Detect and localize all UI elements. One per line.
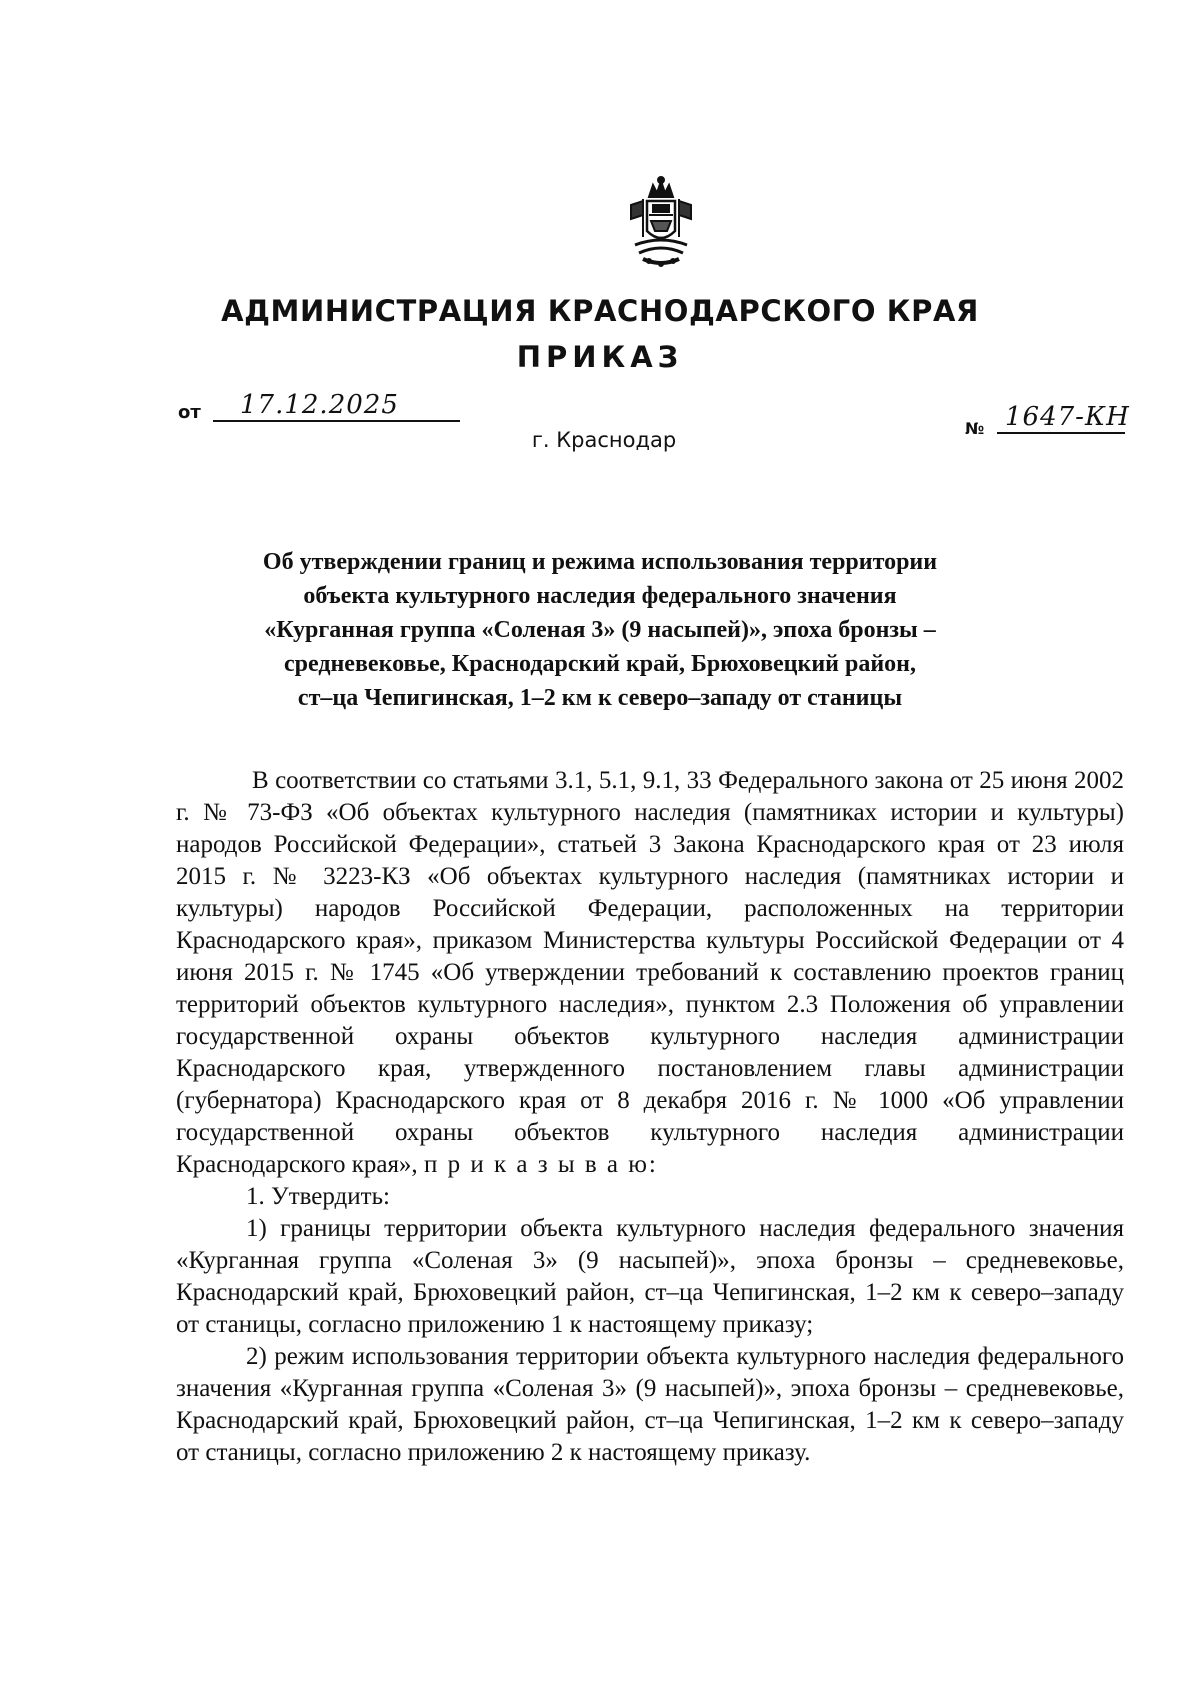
title-line: ст–ца Чепигинская, 1–2 км к северо–западу от станицы <box>297 685 903 711</box>
title-line: объекта культурного наследия федерального значения <box>303 583 897 609</box>
preamble-paragraph <box>176 765 1124 1181</box>
title-line: средневековье, Краснодарский край, Брюховецкий район, <box>284 651 916 677</box>
city: г. Краснодар <box>531 428 677 452</box>
number-underline <box>997 432 1125 434</box>
preamble-text: В соответствии со статьями 3.1, 5.1, 9.1, 33 Федерального закона от 25 июня 2002 г. № 73-ФЗ «Об объектах культурного наследия (памятниках истории и культуры) народов Российской Федерации», статьей 3 Закона Краснодарского края от 23 июля 2015 г. № 3223-КЗ «Об объектах культурного наследия (памятниках истории и культуры) народов Российской Федерации, расположенных на территории Краснодарского края», приказом Министерства культуры Российской Федерации от 4 июня 2015 г. № 1745 «Об утверждении требований к составлению проектов границ территорий объектов культурного наследия», пунктом 2.3 Положения об управлении государственной охраны объектов культурного наследия администрации Краснодарского края, утвержденного постановлением главы администрации (губернатора) Краснодарского края от 8 декабря 2016 г. № 1000 «Об управлении государственной охраны объектов культурного наследия администрации Краснодарского края», <box>176 767 1124 1178</box>
title-line: «Курганная группа «Соленая 3» (9 насыпей)», эпоха бронзы – <box>264 617 936 643</box>
organization-name: АДМИНИСТРАЦИЯ КРАСНОДАРСКОГО КРАЯ <box>221 294 979 328</box>
document-body <box>176 765 1124 1469</box>
order-word: п р и к а з ы в а ю: <box>423 1151 658 1178</box>
document-type: ПРИКАЗ <box>516 340 684 374</box>
title-line: Об утверждении границ и режима использования территории <box>262 549 938 575</box>
item-1-1: 1) границы территории объекта культурного наследия федерального значения «Курганная группа «Соленая 3» (9 насыпей)», эпоха бронзы – средневековье, Краснодарский край, Брюховецкий район, ст–ца Чепигинская, 1–2 км к северо–западу от станицы, согласно приложению 1 к настоящему приказу; <box>176 1215 1124 1338</box>
document-title <box>150 545 1050 715</box>
number-label: № <box>965 419 985 438</box>
number-value: 1647-КН <box>1005 402 1130 432</box>
date-value: 17.12.2025 <box>240 390 399 420</box>
date-underline <box>213 420 460 422</box>
krasnodar-coat-of-arms-icon <box>621 175 701 270</box>
date-label: от <box>178 402 201 423</box>
item-1: 1. Утвердить: <box>246 1183 390 1210</box>
item-1-2: 2) режим использования территории объекта культурного наследия федерального значения «Курганная группа «Соленая 3» (9 насыпей)», эпоха бронзы – средневековье, Краснодарский край, Брюховецкий район, ст–ца Чепигинская, 1–2 км к северо–западу от станицы, согласно приложению 2 к настоящему приказу. <box>176 1343 1124 1466</box>
